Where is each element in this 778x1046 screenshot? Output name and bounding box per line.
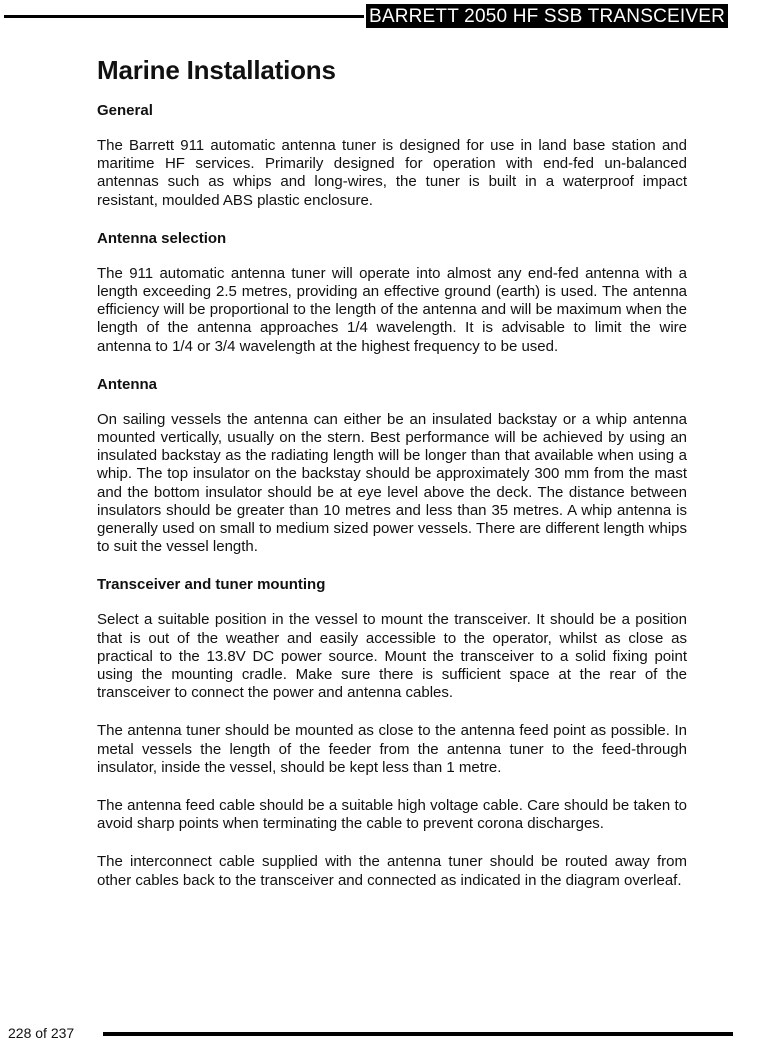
- paragraph: The antenna feed cable should be a suitable high voltage cable. Care should be taken to avoid sharp points when terminating the cable to prevent corona discharges.: [97, 797, 687, 833]
- section-heading: Antenna selection: [97, 229, 227, 247]
- header-rule: [4, 15, 364, 18]
- section-transceiver-tuner-mounting: [97, 576, 687, 889]
- section-heading: Antenna: [97, 375, 157, 393]
- paragraph: The interconnect cable supplied with the antenna tuner should be routed away from other cables back to the transceiver and connected as indicated in the diagram overleaf.: [97, 853, 687, 889]
- page-number: 228 of 237: [8, 1025, 75, 1041]
- page-footer: [8, 1024, 748, 1044]
- paragraph: On sailing vessels the antenna can either be an insulated backstay or a whip antenna mounted vertically, usually on the stern. Best performance will be achieved by using an insulated backstay as the radiating length will be longer than that available when using a whip. The top insulator on the backstay should be approximately 300 mm from the mast and the bottom insulator should be at eye level above the deck. The distance between insulators should be greater than 10 metres and less than 35 metres. A whip antenna is generally used on small to medium sized power vessels. There are different length whips to suit the vessel length.: [97, 410, 687, 556]
- document-title: BARRETT 2050 HF SSB TRANSCEIVER: [366, 4, 728, 28]
- section-general: [97, 102, 687, 210]
- paragraph: The 911 automatic antenna tuner will operate into almost any end-fed antenna with a length exceeding 2.5 metres, providing an effective ground (earth) is used. The antenna efficiency will be proportional to the length of the antenna and will be maximum when the length of the antenna approaches 1/4 wavelength. It is advisable to limit the wire antenna to 1/4 or 3/4 wavelength at the highest frequency to be used.: [97, 264, 687, 355]
- section-heading: General: [97, 102, 153, 119]
- paragraph: The antenna tuner should be mounted as close to the antenna feed point as possible. In metal vessels the length of the feeder from the antenna tuner to the feed-through insulator, inside the vessel, should be kept less than 1 metre.: [97, 722, 687, 776]
- section-antenna-selection: [97, 230, 687, 356]
- footer-rule: [103, 1032, 733, 1036]
- page-content: [97, 52, 687, 906]
- section-heading: Transceiver and tuner mounting: [97, 576, 326, 594]
- page-title: Marine Installations: [97, 55, 336, 85]
- page-header: [4, 4, 726, 26]
- section-antenna: [97, 376, 687, 557]
- paragraph: The Barrett 911 automatic antenna tuner is designed for use in land base station and maritime HF services. Primarily designed for operation with end-fed un-balanced antennas such as whips and long-wires, the tuner is built in a waterproof impact resistant, moulded ABS plastic enclosure.: [97, 137, 687, 209]
- paragraph: Select a suitable position in the vessel to mount the transceiver. It should be a position that is out of the weather and easily accessible to the operator, whilst as close as practical to the 13.8V DC power source. Mount the transceiver to a solid fixing point using the mounting cradle. Make sure there is sufficient space at the rear of the transceiver to connect the power and antenna cables.: [97, 611, 687, 702]
